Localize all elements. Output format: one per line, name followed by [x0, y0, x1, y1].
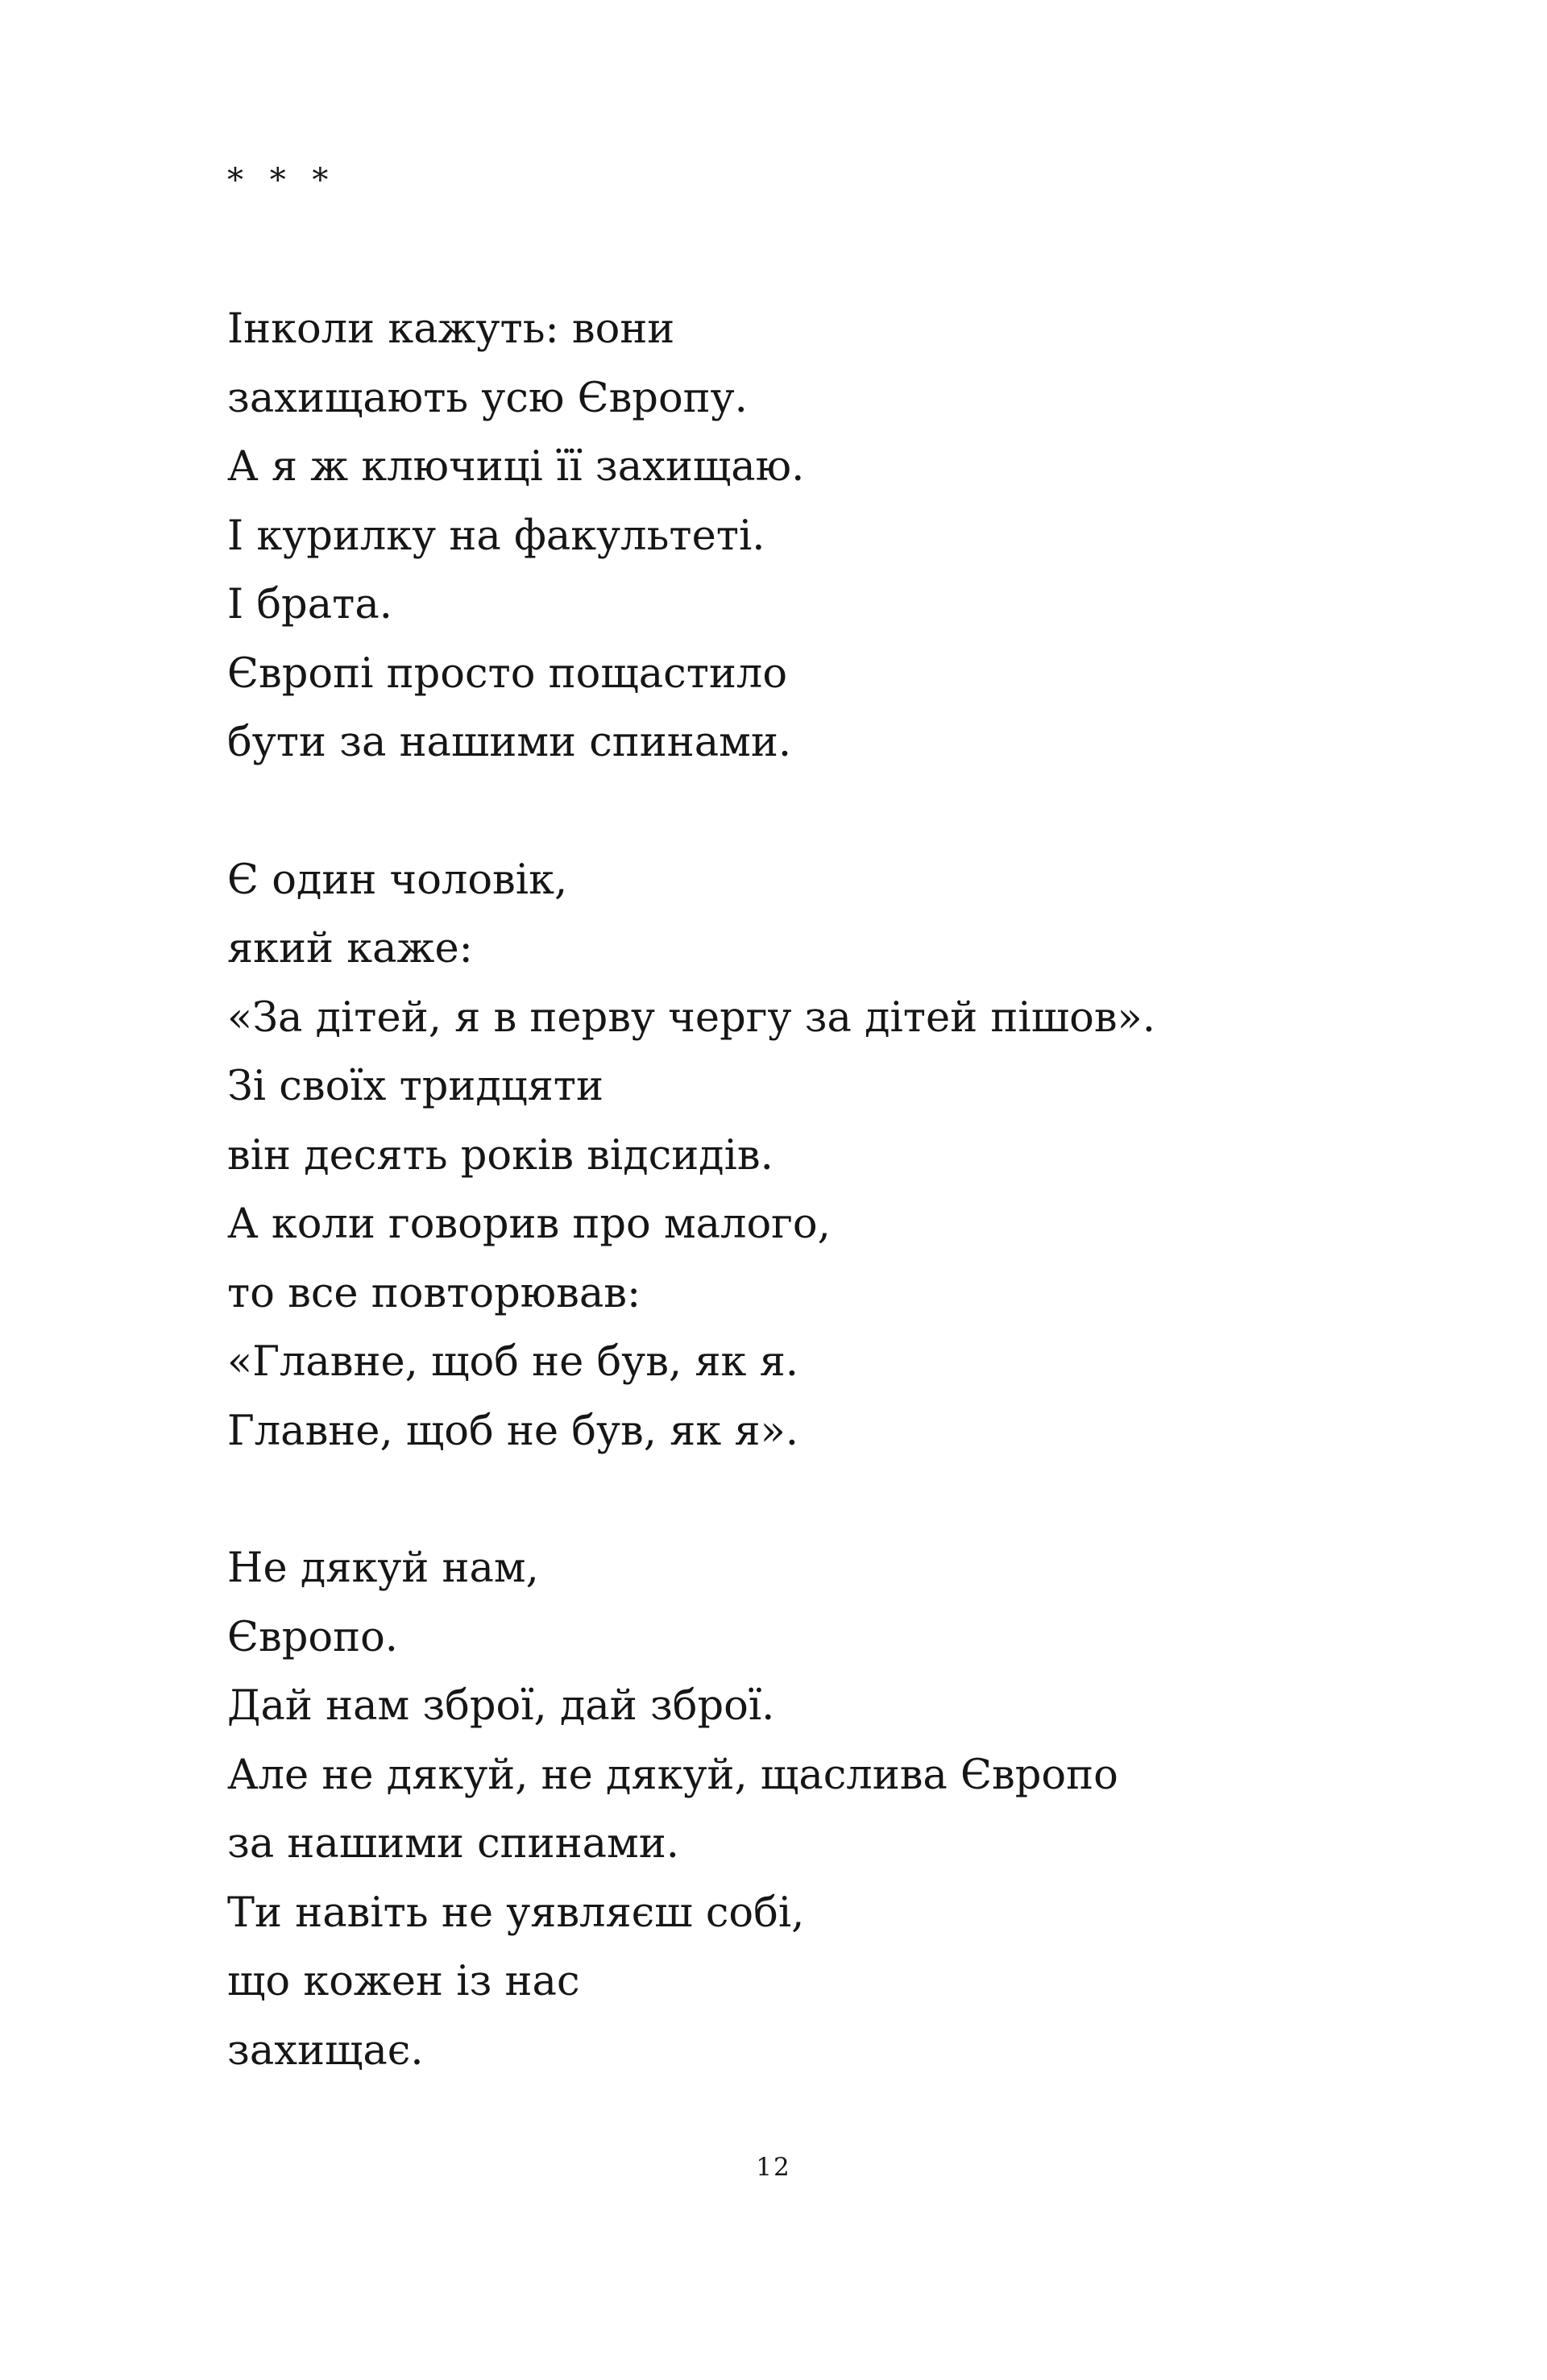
poem-line: Главне, щоб не був, як я». — [227, 1407, 798, 1455]
poem-line: який каже: — [227, 925, 473, 972]
poem-line: за нашими спинами. — [227, 1820, 679, 1868]
poem-line: Європі просто пощастило — [227, 649, 788, 698]
stanza-2 — [227, 846, 1436, 1466]
poem-line: Є один чоловік, — [227, 856, 568, 904]
poem-line: бути за нашими спинами. — [227, 719, 792, 766]
poem-line: І брата. — [227, 581, 392, 628]
poem-line: Ти навіть не уявляєш собі, — [227, 1889, 805, 1937]
poem — [227, 295, 1436, 2154]
poem-line: «Главне, щоб не був, як я. — [227, 1338, 798, 1386]
poem-line: І курилку на факультеті. — [227, 512, 765, 560]
poem-line: то все повторював: — [227, 1269, 641, 1317]
stanza-1 — [227, 295, 1436, 777]
poem-line: Не дякуй нам, — [227, 1545, 539, 1592]
poem-line: Зі своїх тридцяти — [227, 1063, 603, 1110]
section-separator: * * * — [227, 162, 337, 199]
stanza-3 — [227, 1534, 1436, 2085]
poem-line: А коли говорив про малого, — [227, 1200, 831, 1248]
poem-line: захищають усю Європу. — [227, 374, 748, 422]
poem-line: Але не дякуй, не дякуй, щаслива Європо — [227, 1751, 1118, 1799]
poem-line: він десять років відсидів. — [227, 1131, 774, 1180]
poem-line: захищає. — [227, 2026, 424, 2075]
poem-line: «За дітей, я в перву чергу за дітей пішов». — [227, 993, 1155, 1042]
poem-line: Європо. — [227, 1613, 398, 1661]
poem-line: Дай нам зброї, дай зброї. — [227, 1682, 775, 1730]
poem-line: що кожен із нас — [227, 1958, 580, 2005]
poem-line: Інколи кажуть: вони — [227, 305, 675, 353]
poem-line: А я ж ключиці її захищаю. — [227, 443, 805, 491]
page-number: 12 — [756, 2153, 791, 2182]
